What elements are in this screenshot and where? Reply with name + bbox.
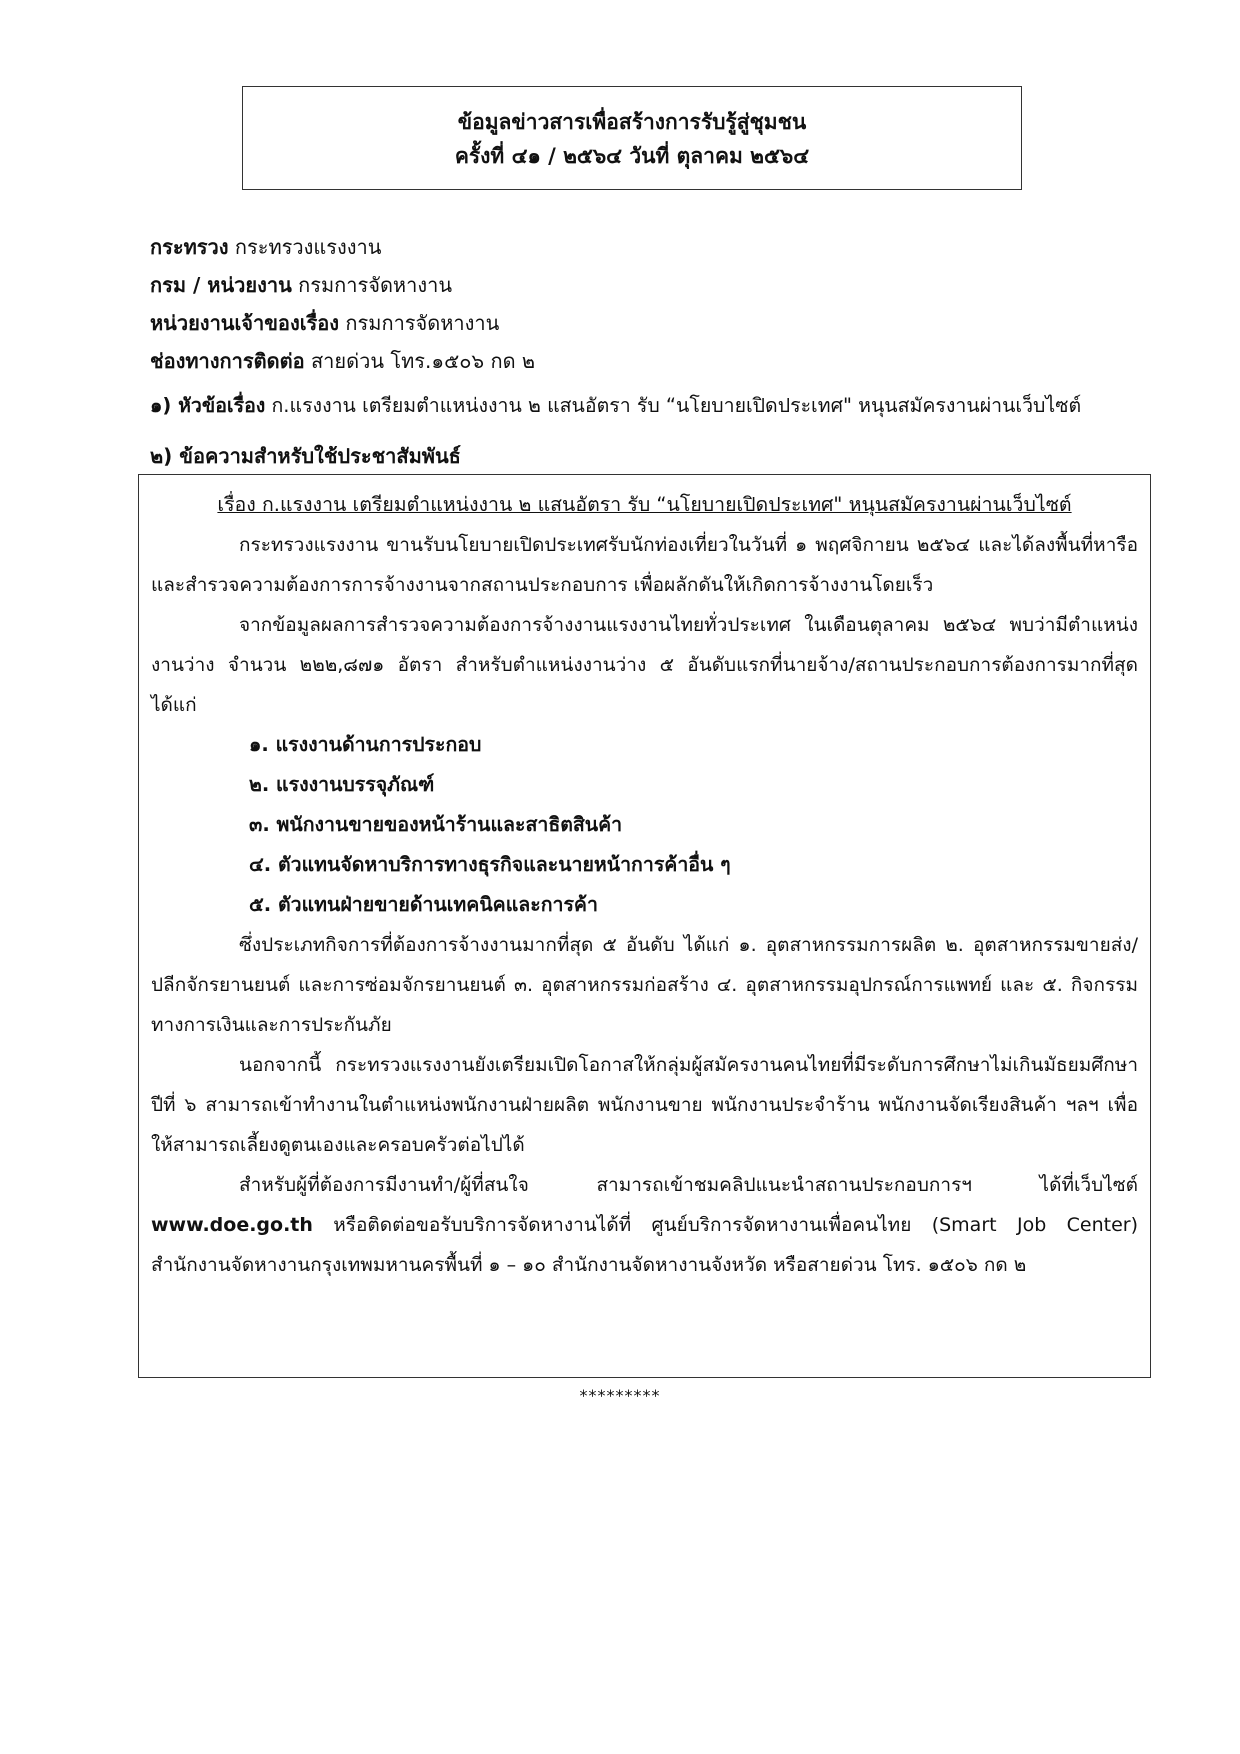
- department-value: กรมการจัดหางาน: [291, 273, 453, 297]
- title-line-1: ข้อมูลข่าวสารเพื่อสร้างการรับรู้สู่ชุมชน: [457, 110, 807, 134]
- contact-label: ช่องทางการติดต่อ: [150, 349, 305, 373]
- list-item: ๕. ตัวแทนฝ่ายขายด้านเทคนิคและการค้า: [249, 893, 598, 916]
- list-item: ๑. แรงงานด้านการประกอบ: [249, 733, 482, 756]
- paragraph-1: กระทรวงแรงงาน ขานรับนโยบายเปิดประเทศรับนักท่องเที่ยวในวันที่ ๑ พฤศจิกายน ๒๕๖๔ และได้ลงพื้นที่หารือและสำรวจความต้องการการจ้างงานจากสถานประกอบการ เพื่อผลักดันให้เกิดการจ้างงานโดยเร็ว: [151, 534, 1138, 596]
- meta-department: [150, 266, 1150, 304]
- meta-block: [150, 228, 1150, 380]
- owner-value: กรมการจัดหางาน: [339, 311, 500, 335]
- list-item: ๓. พนักงานขายของหน้าร้านและสาธิตสินค้า: [249, 813, 623, 836]
- meta-owner: [150, 304, 1150, 342]
- paragraph-5: [151, 1165, 1138, 1285]
- title-line-2: ครั้งที่ ๔๑ / ๒๕๖๔ วันที่ ตุลาคม ๒๕๖๔: [454, 144, 810, 168]
- press-release-heading: เรื่อง ก.แรงงาน เตรียมตำแหน่งงาน ๒ แสนอัตรา รับ “นโยบายเปิดประเทศ" หนุนสมัครงานผ่านเว็บไซต์: [217, 493, 1072, 516]
- paragraph-5-end: หรือติดต่อขอรับบริการจัดหางานได้ที่ ศูนย์บริการจัดหางานเพื่อคนไทย (Smart Job Center) สำนักงานจัดหางานกรุงเทพมหานครพื้นที่ ๑ – ๑๐ สำนักงานจัดหางานจังหวัด หรือสายด่วน โทร. ๑๕๐๖ กด ๒: [151, 1214, 1138, 1276]
- pr-label: ๒) ข้อความสำหรับใช้ประชาสัมพันธ์: [150, 444, 461, 468]
- list-item: ๒. แรงงานบรรจุภัณฑ์: [249, 773, 435, 796]
- paragraph-4: นอกจากนี้ กระทรวงแรงงานยังเตรียมเปิดโอกาสให้กลุ่มผู้สมัครงานคนไทยที่มีระดับการศึกษาไม่เกินมัธยมศึกษาปีที่ ๖ สามารถเข้าทำงานในตำแหน่งพนักงานฝ่ายผลิต พนักงานขาย พนักงานประจำร้าน พนักงานจัดเรียงสินค้า ฯลฯ เพื่อให้สามารถเลี้ยงดูตนเองและครอบครัวต่อไปได้: [151, 1054, 1138, 1156]
- topic-value: ก.แรงงาน เตรียมตำแหน่งงาน ๒ แสนอัตรา รับ “นโยบายเปิดประเทศ" หนุนสมัครงานผ่านเว็บไซต์: [265, 394, 1082, 417]
- end-mark: *********: [579, 1386, 661, 1405]
- paragraph-5-start: สำหรับผู้ที่ต้องการมีงานทำ/ผู้ที่สนใจ สามารถเข้าชมคลิปแนะนำสถานประกอบการฯ ได้ที่เว็บไซต์: [239, 1174, 1138, 1196]
- department-label: กรม / หน่วยงาน: [150, 273, 292, 297]
- document-title-box: [242, 86, 1022, 190]
- topic-line: [150, 390, 1150, 421]
- paragraph-3: ซึ่งประเภทกิจการที่ต้องการจ้างงานมากที่สุด ๕ อันดับ ได้แก่ ๑. อุตสาหกรรมการผลิต ๒. อุตสาหกรรมขายส่ง/ปลีกจักรยานยนต์ และการซ่อมจักรยานยนต์ ๓. อุตสาหกรรมก่อสร้าง ๔. อุตสาหกรรมอุปกรณ์การแพทย์ และ ๕. กิจกรรมทางการเงินและการประกันภัย: [151, 934, 1138, 1036]
- meta-ministry: [150, 228, 1150, 266]
- list-item: ๔. ตัวแทนจัดหาบริการทางธุรกิจและนายหน้าการค้าอื่น ๆ: [249, 853, 731, 876]
- meta-contact: [150, 342, 1150, 380]
- ministry-label: กระทรวง: [150, 235, 229, 259]
- ministry-value: กระทรวงแรงงาน: [228, 235, 382, 259]
- owner-label: หน่วยงานเจ้าของเรื่อง: [150, 311, 340, 335]
- paragraph-2: จากข้อมูลผลการสำรวจความต้องการจ้างงานแรงงานไทยทั่วประเทศ ในเดือนตุลาคม ๒๕๖๔ พบว่ามีตำแหน่งงานว่าง จำนวน ๒๒๒,๘๗๑ อัตรา สำหรับตำแหน่งงานว่าง ๕ อันดับแรกที่นายจ้าง/สถานประกอบการต้องการมากที่สุด ได้แก่: [151, 614, 1138, 716]
- top-positions-list: [151, 725, 1138, 925]
- topic-label: ๑) หัวข้อเรื่อง: [150, 394, 266, 417]
- contact-value: สายด่วน โทร.๑๕๐๖ กด ๒: [304, 349, 536, 373]
- press-release-box: [138, 474, 1151, 1378]
- website-link[interactable]: www.doe.go.th: [151, 1214, 313, 1236]
